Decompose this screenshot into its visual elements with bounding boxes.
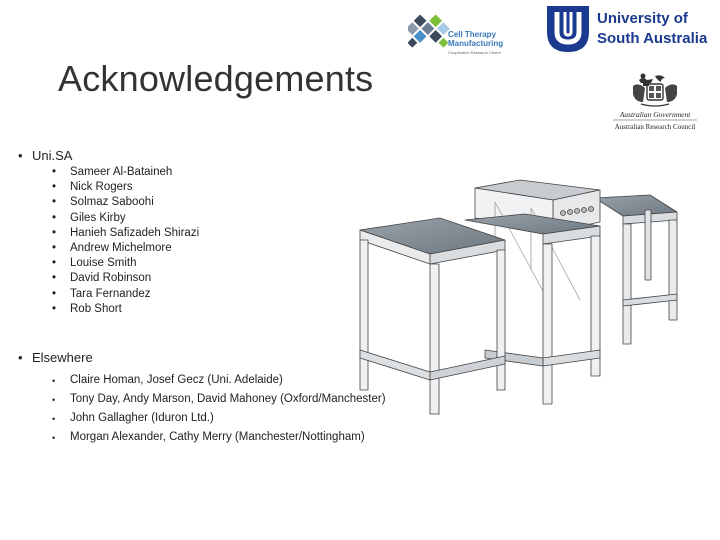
unisa-names-list <box>52 165 199 317</box>
list-item: • Louise Smith <box>52 256 199 271</box>
list-item: • Andrew Michelmore <box>52 241 199 256</box>
section-heading-text: Uni.SA <box>32 148 73 163</box>
list-item: • Morgan Alexander, Cathy Merry (Manchester/Nottingham) <box>52 430 412 445</box>
australian-research-council-logo <box>603 72 707 136</box>
section-heading-text: Elsewhere <box>32 350 93 365</box>
list-item: • Rob Short <box>52 302 199 317</box>
section-heading-elsewhere <box>18 350 93 365</box>
bullet-icon: • <box>18 148 23 163</box>
ctm-logo-text-line1: Cell Therapy <box>448 30 497 39</box>
list-item: • Hanieh Safizadeh Shirazi <box>52 226 199 241</box>
lab-bench-illustration <box>355 150 695 420</box>
ctm-logo-text-line3: Cooperative Research Centre <box>448 50 501 55</box>
section-heading-unisa <box>18 148 72 163</box>
coat-of-arms-icon <box>633 74 677 107</box>
list-item: • Sameer Al-Bataineh <box>52 165 199 180</box>
list-item: • David Robinson <box>52 271 199 286</box>
unisa-logo-line2: South Australia <box>597 30 708 47</box>
list-item: • Claire Homan, Josef Gecz (Uni. Adelaide) <box>52 373 412 388</box>
list-item: • Nick Rogers <box>52 180 199 195</box>
list-item: • Solmaz Saboohi <box>52 195 199 210</box>
page-title: Acknowledgements <box>58 58 374 99</box>
unisa-logo <box>545 4 715 54</box>
arc-logo-line1: Australian Government <box>619 110 691 119</box>
bullet-icon: • <box>18 350 23 365</box>
list-item: • Tony Day, Andy Marson, David Mahoney (Oxford/Manchester) <box>52 392 412 407</box>
cell-therapy-manufacturing-logo <box>408 4 520 58</box>
ctm-logo-text-line2: Manufacturing <box>448 39 504 48</box>
arc-logo-line2: Australian Research Council <box>614 123 696 131</box>
list-item: • Tara Fernandez <box>52 287 199 302</box>
unisa-logo-line1: University of <box>597 10 688 27</box>
list-item: • Giles Kirby <box>52 211 199 226</box>
list-item: • John Gallagher (Iduron Ltd.) <box>52 411 412 426</box>
